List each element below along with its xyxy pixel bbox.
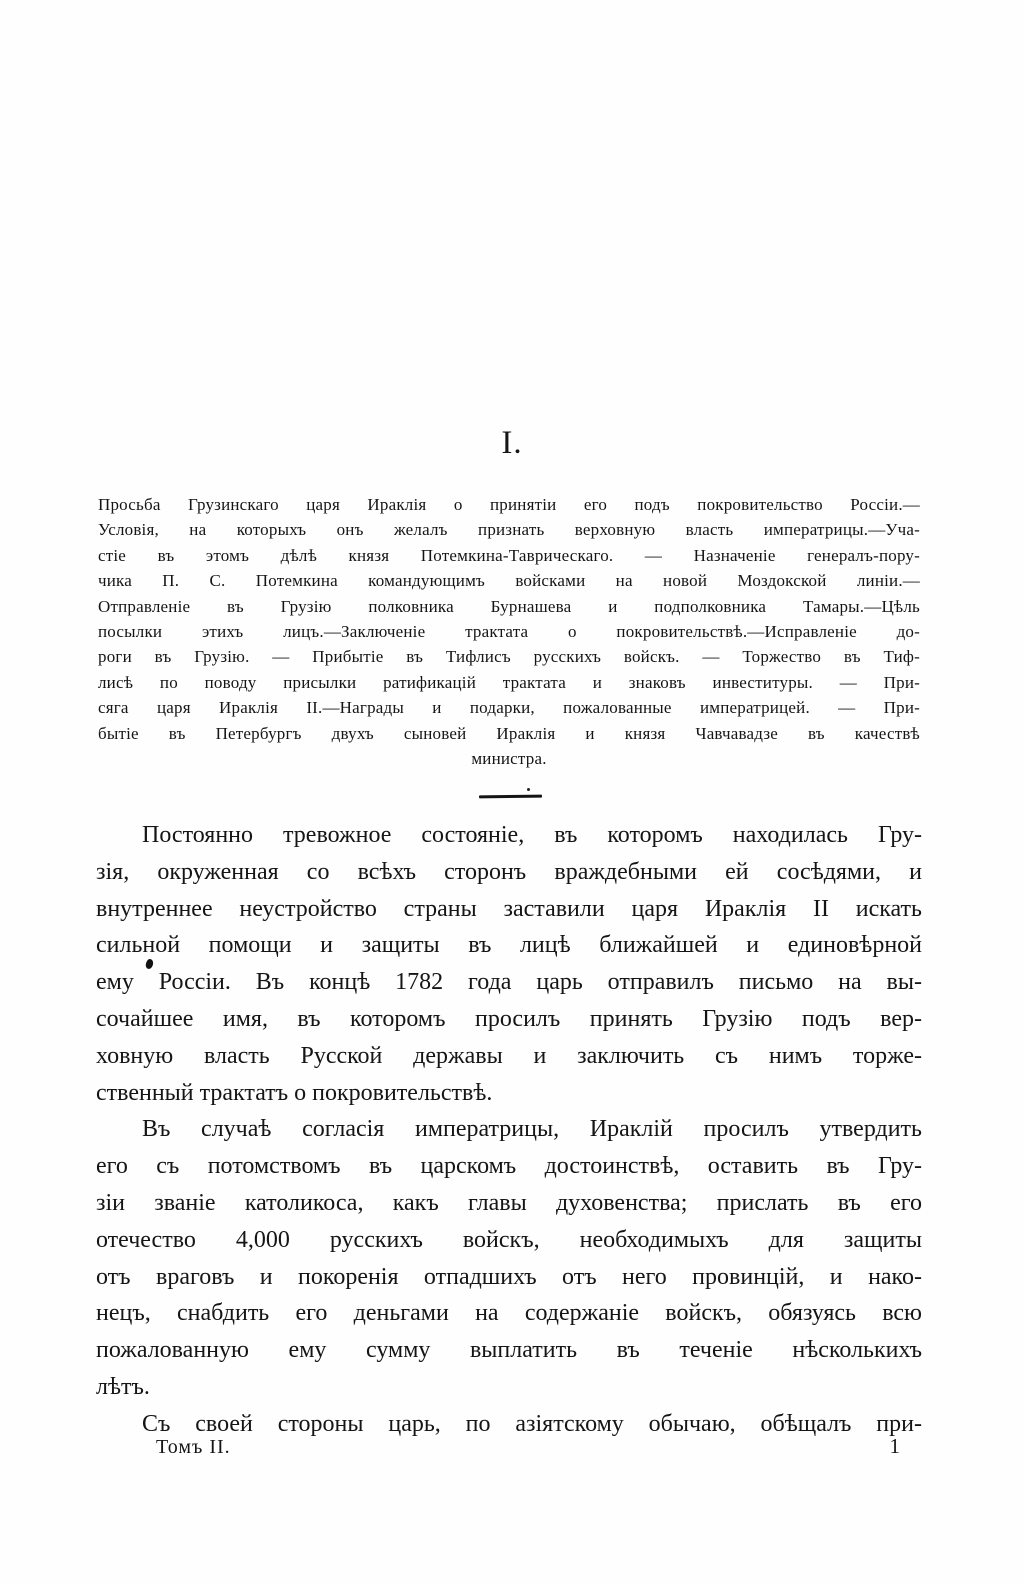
text-line: лѣтъ. <box>96 1373 150 1400</box>
summary-line: сяга царя Ираклія II.—Награды и подарки, пожалованные императрицей. — При- <box>98 698 920 718</box>
text-line: сочайшее имя, въ которомъ просилъ принять Грузію подъ вер- <box>96 1005 922 1032</box>
summary-line: Просьба Грузинскаго царя Ираклія о принятіи его подъ покровительство Россіи.— <box>98 495 920 514</box>
summary-line: лисѣ по поводу присылки ратификацій трактата и знаковъ инвеституры. — При- <box>98 672 920 692</box>
text-line: сильной помощи и защиты въ лицѣ ближайшей и единовѣрной <box>96 932 922 959</box>
summary-line: стіе въ этомъ дѣлѣ князя Потемкина-Таврическаго. — Назначеніе генералъ-пору- <box>98 545 920 565</box>
text-line: ственный трактатъ о покровительствѣ. <box>96 1079 493 1106</box>
summary-line: бытіе въ Петербургъ двухъ сыновей Ираклія и князя Чавчавадзе въ качествѣ <box>98 723 920 743</box>
text-line: внутреннее неустройство страны заставили царя Ираклія II искать <box>96 895 922 922</box>
chapter-number: I. <box>501 425 523 461</box>
body-text <box>96 817 922 1443</box>
page-footer <box>96 1433 922 1460</box>
page-number: 1 <box>889 1434 900 1458</box>
paragraph <box>96 817 922 1111</box>
paragraph <box>96 1111 922 1405</box>
text-line: пожалованную ему сумму выплатить въ теченіе нѣсколькихъ <box>96 1337 922 1364</box>
chapter-summary <box>98 492 920 771</box>
summary-line: Отправленіе въ Грузію полковника Бурнашева и подполковника Тамары.—Цѣль <box>98 596 920 616</box>
text-line: нецъ, снабдить его деньгами на содержаніе войскъ, обязуясь всю <box>96 1300 922 1327</box>
text-line: ему Россіи. Въ концѣ 1782 года царь отправилъ письмо на вы- <box>96 969 922 996</box>
volume-label: Томъ II. <box>156 1436 231 1458</box>
summary-line: министра. <box>471 749 547 769</box>
text-line: его съ потомствомъ въ царскомъ достоинствѣ, оставить въ Гру- <box>96 1153 922 1180</box>
text-line: Въ случаѣ согласія императрицы, Ираклій просилъ утвердить <box>142 1116 922 1143</box>
text-line: зіи званіе католикоса, какъ главы духовенства; прислать въ его <box>96 1189 922 1216</box>
summary-line: Условія, на которыхъ онъ желалъ признать верховную власть императрицы.—Уча- <box>98 520 920 540</box>
text-line: отъ враговъ и покоренія отпадшихъ отъ него провинцій, и нако- <box>96 1263 922 1290</box>
text-line: ховную власть Русской державы и заключить съ нимъ торже- <box>96 1042 922 1069</box>
text-line: отечество 4,000 русскихъ войскъ, необходимыхъ для защиты <box>96 1226 922 1253</box>
divider-dot <box>527 788 530 791</box>
text-line: зія, окруженная со всѣхъ сторонъ враждебными ей сосѣдями, и <box>96 858 922 885</box>
section-divider <box>479 795 542 799</box>
summary-line: чика П. С. Потемкина командующимъ войсками на новой Моздокской линіи.— <box>98 571 920 591</box>
summary-line: роги въ Грузію. — Прибытіе въ Тифлисъ русскихъ войскъ. — Торжество въ Тиф- <box>98 647 920 667</box>
text-line: Постоянно тревожное состояніе, въ которомъ находилась Гру- <box>142 822 922 848</box>
summary-line: посылки этихъ лицъ.—Заключеніе трактата о покровительствѣ.—Исправленіе до- <box>98 622 920 642</box>
text-line: Съ своей стороны царь, по азіятскому обычаю, обѣщалъ при- <box>142 1410 922 1437</box>
